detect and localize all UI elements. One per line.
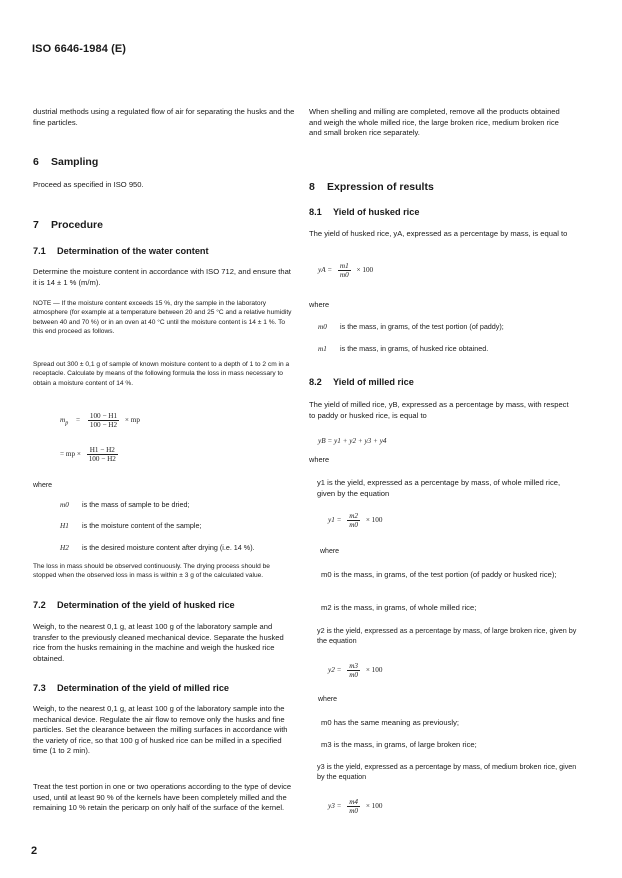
where-label: where <box>309 455 330 464</box>
eq-numerator: m2 <box>349 512 359 520</box>
m0-definition: m0 is the mass, in grams, of the test portion (of paddy or husked rice); <box>321 570 557 579</box>
eq-fraction <box>88 412 119 429</box>
section-8-2-heading <box>309 377 571 387</box>
eq-denominator: m0 <box>339 271 349 279</box>
section-number: 7.1 <box>33 246 46 256</box>
section-8-1-heading <box>309 207 571 217</box>
page-number: 2 <box>31 845 38 857</box>
def-text: is the moisture content of the sample; <box>82 521 202 530</box>
spread-paragraph: Spread out 300 ± 0,1 g of sample of known moisture content to a depth of 1 to 2 cm in a receptacle. Calculate by means of the following formula the loss in mass necessary to obtain a moisture content of 14 %. <box>33 361 290 387</box>
y2-definition: y2 is the yield, expressed as a percentage by mass, of large broken rice, given by the equation <box>317 626 577 645</box>
m0-same-definition: m0 has the same meaning as previously; <box>321 718 460 727</box>
section-6-heading <box>33 156 295 168</box>
loss-paragraph: The loss in mass should be observed continuously. The drying process should be stopped when the observed loss in mass is within ± 3 g of the calculated value. <box>33 563 270 580</box>
section-title: Sampling <box>51 156 99 168</box>
definition-row <box>60 543 255 553</box>
section-title: Determination of the water content <box>57 246 209 256</box>
eq-fraction <box>347 512 360 529</box>
section-number: 6 <box>33 156 39 168</box>
y3-definition: y3 is the yield, expressed as a percentage by mass, of medium broken rice, given by the equation <box>317 762 577 781</box>
m2-definition: m2 is the mass, in grams, of whole milled rice; <box>321 603 477 612</box>
loss-equation-1 <box>60 412 140 429</box>
section-7-1-heading <box>33 246 295 256</box>
definition-row <box>60 521 201 531</box>
def-text: is the mass, in grams, of the test portion (of paddy); <box>340 322 504 331</box>
eq-times: × mp <box>124 416 140 425</box>
section-7-1-text: Determine the moisture content in accordance with ISO 712, and ensure that it is 14 ± 1 % (m/m). <box>33 267 291 287</box>
where-label: where <box>33 482 53 489</box>
yield-milled-equation: yB = y1 + y2 + y3 + y4 <box>318 437 387 445</box>
eq-times: × 100 <box>356 266 374 275</box>
eq-lhs: y1 = <box>328 516 342 525</box>
m3-definition: m3 is the mass, in grams, of large broken rice; <box>321 740 477 749</box>
section-6-text: Proceed as specified in ISO 950. <box>33 180 144 189</box>
eq-denominator: m0 <box>349 671 359 679</box>
definition-row <box>60 500 189 510</box>
section-title: Determination of the yield of milled rice <box>57 683 230 693</box>
y2-equation <box>328 662 382 679</box>
section-title: Procedure <box>51 219 103 231</box>
section-7-3-text-2: Treat the test portion in one or two operations according to the type of device used, until at least 90 % of the kernels have been completely milled and the remaining 10 % retain the pericarp on only half of the surface of the kernel. <box>33 782 292 813</box>
eq-numerator: m4 <box>349 798 359 806</box>
eq-times: × 100 <box>365 802 383 811</box>
section-title: Yield of milled rice <box>333 377 414 387</box>
eq-sign: = <box>76 416 81 425</box>
section-7-2-heading <box>33 600 295 610</box>
section-number: 7.2 <box>33 600 46 610</box>
section-number: 8.1 <box>309 207 322 217</box>
y1-equation <box>328 512 382 529</box>
where-label: where <box>320 548 340 555</box>
eq-times: × 100 <box>365 666 383 675</box>
section-number: 8.2 <box>309 377 322 387</box>
section-number: 8 <box>309 181 315 193</box>
eq-denominator: m0 <box>349 521 359 529</box>
section-7-2-text: Weigh, to the nearest 0,1 g, at least 100 g of the laboratory sample and transfer to the previously cleaned mechanical device. Separate the husked rice from the husks remaining in the machine and weigh the husked rice obtained. <box>33 622 284 663</box>
def-text: is the mass, in grams, of husked rice obtained. <box>340 344 489 353</box>
eq-fraction <box>87 446 118 463</box>
section-8-2-text: The yield of milled rice, yB, expressed as a percentage by mass, with respect to paddy or husked rice, is equal to <box>309 400 569 420</box>
def-symbol: m0 <box>318 323 327 331</box>
loss-equation-2 <box>60 446 118 463</box>
eq-lhs: y2 = <box>328 666 342 675</box>
note-paragraph: NOTE — If the moisture content exceeds 15 %, dry the sample in the laboratory atmosphere (for example at a temperature between 20 and 25 °C and a relative humidity between 40 and 70 %) or in an oven at 40 °C until the moisture content is 14 ± 1 %. To this end proceed as follows. <box>33 300 292 336</box>
eq-numerator: m1 <box>339 262 349 270</box>
yield-husked-equation <box>318 262 373 279</box>
eq-lhs: y3 = <box>328 802 342 811</box>
def-symbol: H1 <box>60 522 69 530</box>
eq-lhs: yA = <box>318 266 333 275</box>
eq-sign: = mp × <box>60 450 81 459</box>
def-text: is the desired moisture content after drying (i.e. 14 %). <box>82 543 255 552</box>
eq-numerator: m3 <box>349 662 359 670</box>
section-7-3-text: Weigh, to the nearest 0,1 g, at least 100 g of the laboratory sample into the mechanical device. Regulate the air flow to remove only the husks and fine particles. Set the clearance between the milling surfaces in accordance with the variety of rice, so that 100 g of husked rice can be milled in a specified time (1 to 2 min). <box>33 704 288 756</box>
eq-times: × 100 <box>365 516 383 525</box>
section-title: Yield of husked rice <box>333 207 420 217</box>
section-7-3-heading <box>33 683 295 693</box>
def-symbol: m1 <box>318 345 327 353</box>
def-text: is the mass of sample to be dried; <box>82 500 190 509</box>
section-8-1-text: The yield of husked rice, yA, expressed as a percentage by mass, is equal to <box>309 229 568 238</box>
def-symbol: H2 <box>60 544 69 552</box>
y3-equation <box>328 798 382 815</box>
section-7-heading <box>33 219 295 231</box>
y1-definition: y1 is the yield, expressed as a percentage by mass, of whole milled rice, given by the equation <box>317 478 561 498</box>
eq-numerator: 100 − H1 <box>89 412 118 420</box>
where-label: where <box>309 300 330 309</box>
eq-denominator: 100 − H2 <box>88 455 116 463</box>
right-intro-paragraph: When shelling and milling are completed, remove all the products obtained and weigh the whole milled rice, the large broken rice, medium broken rice and small broken rice separately. <box>309 107 560 138</box>
eq-fraction <box>347 662 360 679</box>
section-title: Expression of results <box>327 181 434 193</box>
intro-paragraph: dustrial methods using a regulated flow of air for separating the husks and the fine particles. <box>33 107 295 127</box>
eq-fraction <box>347 798 360 815</box>
definition-row <box>318 344 608 354</box>
definition-row <box>318 322 608 332</box>
left-column <box>33 107 295 128</box>
where-label: where <box>318 696 338 703</box>
eq-denominator: m0 <box>349 807 359 815</box>
eq-fraction <box>338 262 351 279</box>
section-title: Determination of the yield of husked rice <box>57 600 235 610</box>
def-symbol: m0 <box>60 501 69 509</box>
section-8-heading <box>309 181 571 193</box>
eq-numerator: H1 − H2 <box>87 446 118 455</box>
eq-lhs: $m_p$ <box>60 416 69 427</box>
document-id: ISO 6646-1984 (E) <box>32 43 127 55</box>
section-number: 7 <box>33 219 39 231</box>
eq-denominator: 100 − H2 <box>89 421 118 429</box>
section-number: 7.3 <box>33 683 46 693</box>
